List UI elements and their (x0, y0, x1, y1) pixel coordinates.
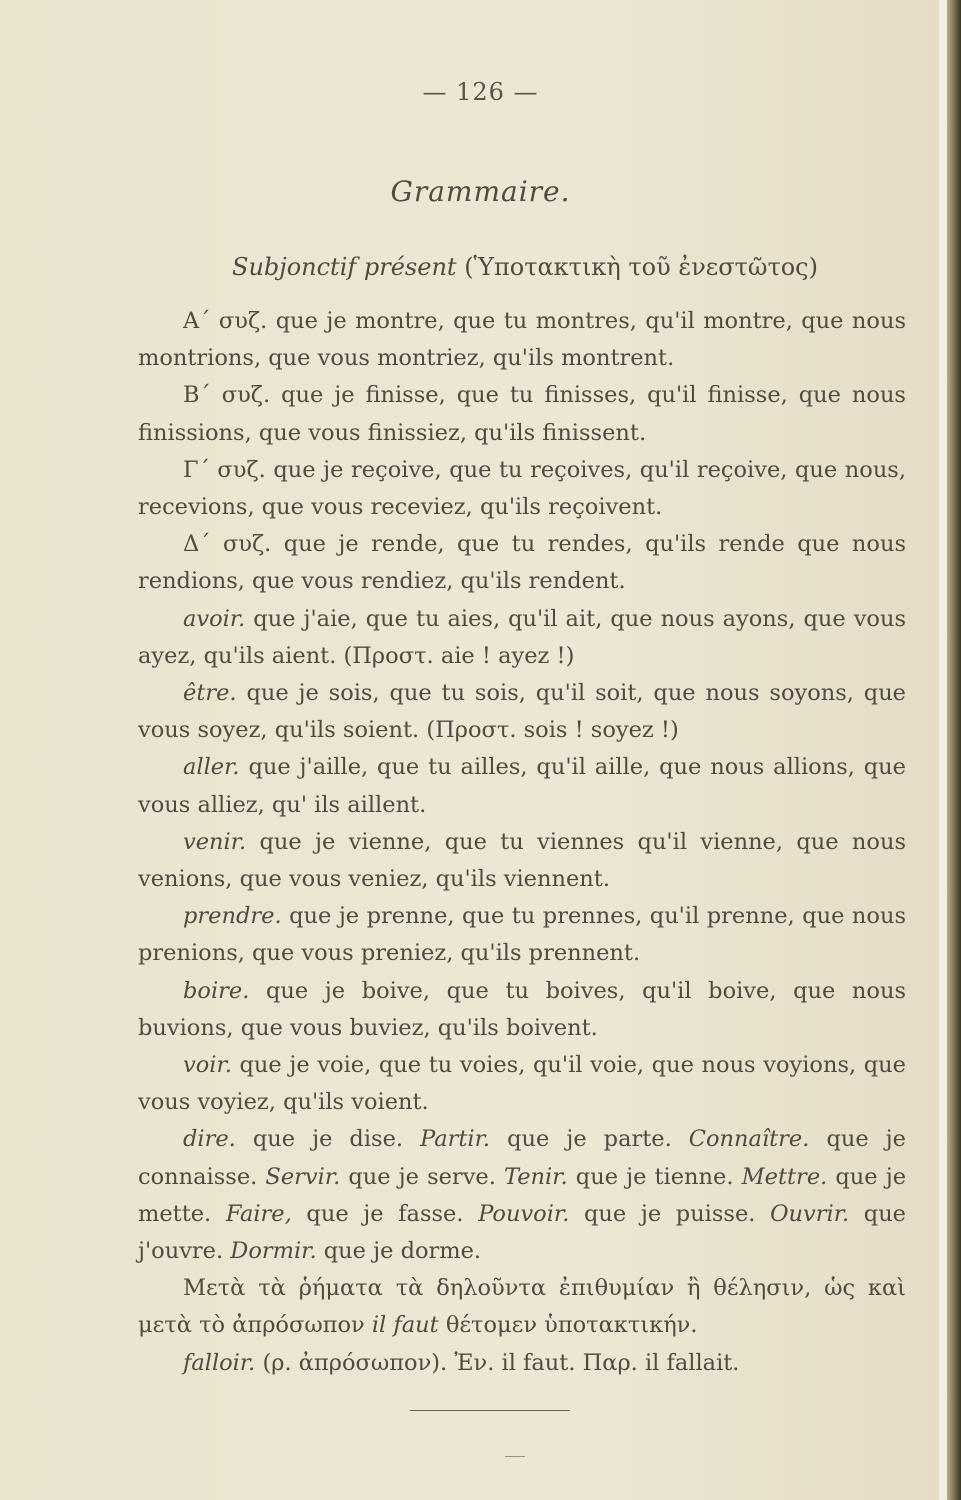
paragraph-text: que je rende, que tu rendes, qu'ils rende que nous rendions, que vous rendiez, qu'ils rendent. (138, 531, 906, 595)
paragraph-falloir (138, 1345, 906, 1382)
paragraph-prendre (138, 898, 906, 972)
subheading-greek: (Ὑποτακτικὴ τοῦ ἐνεστῶτος) (464, 253, 818, 281)
end-rule (410, 1410, 570, 1411)
conj-label: Γ΄ συζ. (183, 456, 266, 483)
greek-text: Μετὰ τὰ ῥήματα τὰ δηλοῦντα ἐπιθυμίαν ἢ θέλησιν, ὡς καὶ μετὰ τὸ ἀπρόσωπον (138, 1275, 906, 1339)
paragraph-conj-4 (138, 526, 906, 600)
verb-label: avoir. (183, 605, 246, 632)
page-gutter (939, 0, 947, 1500)
paragraph-text: que j'aie, que tu aies, qu'il ait, que nous ayons, que vous ayez, qu'ils aient. (Προστ. aie ! ayez !) (138, 605, 906, 669)
verb-label: Partir. (420, 1126, 491, 1153)
verb-label: Ouvrir. (770, 1200, 850, 1227)
verb-label: prendre. (183, 903, 282, 930)
paragraph-venir (138, 824, 906, 898)
verb-label: Pouvoir. (478, 1200, 570, 1227)
footer-dash (505, 1456, 525, 1457)
paragraph-text: que je boive, que tu boives, qu'il boive, que nous buvions, que vous buviez, qu'ils boivent. (138, 977, 906, 1041)
verb-label: Servir. (265, 1163, 341, 1190)
paragraph-text: que je montre, que tu montres, qu'il montre, que nous montrions, que vous montriez, qu'ils montrent. (138, 308, 906, 372)
paragraph-conj-2 (138, 377, 906, 451)
paragraph-text: que je finisse, que tu finisses, qu'il finisse, que nous finissions, que vous finissiez, qu'ils finissent. (138, 382, 906, 446)
paragraph-text: que je reçoive, que tu reçoives, qu'il reçoive, que nous, recevions, que vous receviez, qu'ils reçoivent. (138, 456, 907, 521)
verb-label: Mettre. (741, 1163, 828, 1190)
verb-form: que je dorme. (316, 1238, 482, 1265)
verb-form: que je connaisse. (138, 1126, 906, 1190)
verb-form: que je fasse. (291, 1200, 479, 1227)
french-phrase: il faut (371, 1312, 439, 1339)
book-spine-edge (947, 0, 961, 1500)
paragraph-aller (138, 749, 906, 823)
paragraph-etre (138, 675, 906, 749)
verb-label: aller. (183, 754, 240, 781)
verb-form: que je puisse. (569, 1200, 771, 1227)
verb-label: Dormir. (230, 1238, 317, 1265)
body-text (138, 303, 906, 1382)
verb-form: que je mette. (138, 1163, 907, 1227)
conj-label: Β΄ συζ. (183, 382, 271, 409)
verb-label: être. (183, 680, 237, 707)
conj-label: Α΄ συζ. (183, 308, 268, 334)
paragraph-text: que je prenne, que tu prennes, qu'il prenne, que nous prenions, que vous preniez, qu'ils prennent. (138, 903, 906, 967)
section-heading: Grammaire. (390, 175, 571, 208)
paragraph-text: que je voie, que tu voies, qu'il voie, que nous voyions, que vous voyiez, qu'ils voient. (138, 1052, 906, 1116)
paragraph-boire (138, 973, 906, 1047)
paragraph-voir (138, 1047, 906, 1121)
verb-label: Connaître. (688, 1126, 810, 1153)
paragraph-text: que j'aille, que tu ailles, qu'il aille, que nous allions, que vous alliez, qu' ils aillent. (138, 754, 906, 818)
subheading (232, 253, 818, 281)
page-number: — 126 — (422, 78, 539, 106)
paragraph-avoir (138, 601, 906, 675)
verb-form: que je serve. (340, 1163, 504, 1190)
verb-label: Faire, (225, 1200, 292, 1227)
conj-label: Δ΄ συζ. (183, 531, 272, 558)
verb-label: dire. (183, 1126, 236, 1153)
paragraph-text: (ρ. ἀπρόσωπον). Ἐν. il faut. Παρ. il fallait. (255, 1349, 740, 1376)
verb-form: que j'ouvre. (138, 1200, 906, 1265)
paragraph-other-verbs (138, 1121, 906, 1270)
paragraph-text: que je vienne, que tu viennes qu'il vienne, que nous venions, que vous veniez, qu'ils viennent. (138, 828, 906, 893)
verb-label: boire. (183, 977, 250, 1004)
verb-label: Tenir. (503, 1163, 568, 1190)
paragraph-conj-1 (138, 303, 906, 377)
subheading-french: Subjonctif présent (232, 253, 457, 281)
verb-label: falloir. (183, 1349, 256, 1376)
paragraph-text: que je sois, que tu sois, qu'il soit, que nous soyons, que vous soyez, qu'ils soient. (Προστ. sois ! soyez !) (138, 680, 906, 744)
verb-form: que je dise. (235, 1126, 421, 1153)
greek-text: θέτομεν ὑποτακτικήν. (438, 1312, 698, 1339)
paragraph-greek-rule (138, 1270, 906, 1344)
verb-form: que je tienne. (567, 1163, 742, 1190)
verb-label: voir. (183, 1052, 232, 1079)
verb-label: venir. (183, 828, 247, 855)
verb-form: que je parte. (490, 1126, 689, 1153)
paragraph-conj-3 (138, 452, 906, 526)
